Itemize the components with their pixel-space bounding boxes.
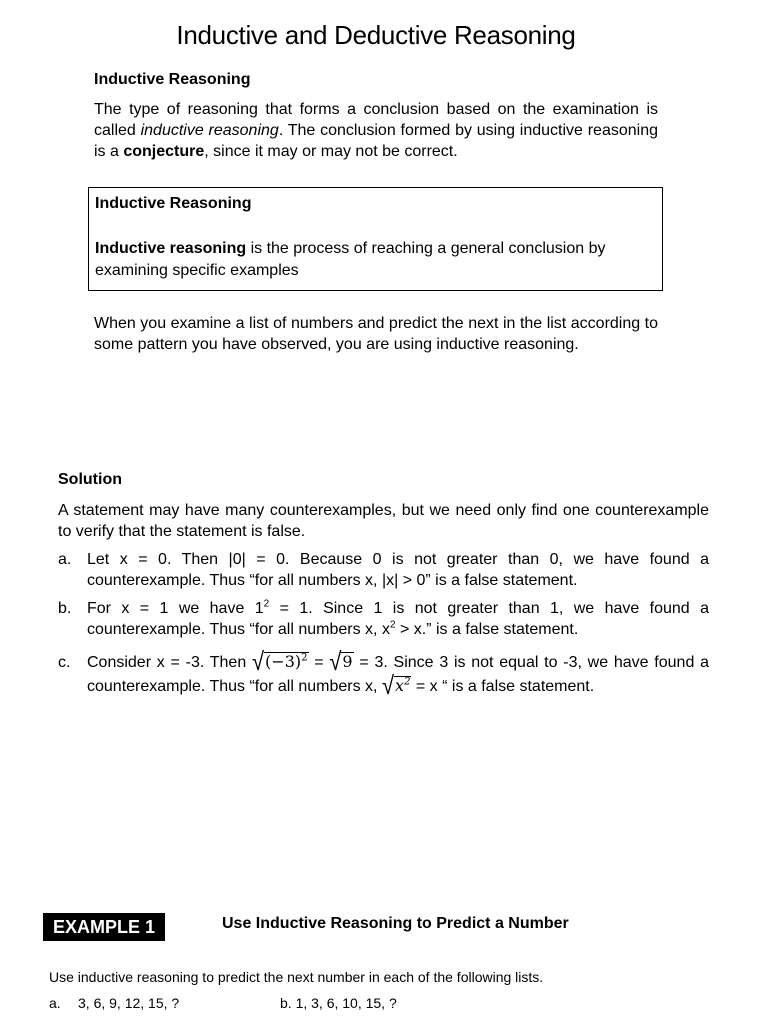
definition-rest: is the process of reaching a general conclusion by examining specific examples [95,240,606,279]
item-b-sup-2: 2 [389,619,396,631]
definition-term: Inductive reasoning [95,240,247,257]
page-title: Inductive and Deductive Reasoning [176,20,576,50]
intro-text-2: . The conclusion formed by using inductive reasoning is a [94,122,659,160]
radicand-1: (−3) [265,652,302,671]
solution-intro: A statement may have many counterexamples, but we need only find one counterexample to verify that the statement is false. [58,502,709,540]
item-c-text-2: = [308,654,330,671]
sqrt-9: √ 9 [329,647,353,676]
example-badge: EXAMPLE 1 [43,913,165,941]
sqrt-x-squared: √ $x^2$ [381,671,411,700]
item-c-letter: c. [58,654,71,671]
item-c-text-4: = x “ is a false statement. [411,678,595,695]
example-title: Use Inductive Reasoning to Predict a Number [222,915,569,932]
intro-paragraph [94,99,658,162]
item-b-text-3: > x.” is a false statement. [395,621,579,638]
item-c-text-1: Consider x = -3. Then [87,654,252,671]
item-a-letter: a. [58,551,72,568]
example-item-b-list: b. 1, 3, 6, 10, 15, ? [280,995,397,1011]
list-paragraph: When you examine a list of numbers and predict the next in the list according to some pattern you have observed, you are using inductive reasoning. [94,315,658,353]
solution-item-c [58,647,709,700]
radicand-1-sup: 2 [301,652,308,664]
item-b-text-1: For x = 1 we have 1 [87,600,264,617]
item-a-text: Let x = 0. Then |0| = 0. Because 0 is not greater than 0, we have found a counterexample. Thus “for all numbers x, |x| > 0” is a false statement. [87,551,709,589]
item-b-letter: b. [58,600,72,617]
radicand-3-sup: 2 [404,676,411,688]
definition-text [95,238,656,282]
item-c-text-3: = 3. Since 3 is not equal to -3, we have found a counterexample. Thus “for all numbers x, [87,654,709,695]
example-instruction: Use inductive reasoning to predict the next number in each of the following lists. [49,969,544,985]
example-item-a-letter: a. [49,995,61,1011]
radicand-3: x [395,676,405,695]
solution-item-a [58,549,709,591]
item-b-sup-1: 2 [263,598,270,610]
intro-text-1: The type of reasoning that forms a conclusion based on the examination is called [94,101,658,139]
definition-box [88,187,663,291]
definition-heading: Inductive Reasoning [95,195,252,212]
intro-bold-term: conjecture [123,143,205,160]
example-item-a-list: 3, 6, 9, 12, 15, ? [78,995,180,1011]
item-b-text-2: = 1. Since 1 is not greater than 1, we have found a counterexample. Thus “for all numbers x, x [87,600,709,638]
item-c-text [87,647,709,700]
section-heading: Inductive Reasoning [94,71,251,88]
solution-item-b [58,598,709,640]
item-b-text [87,598,709,640]
radicand-2: 9 [342,652,353,671]
intro-italic-term: inductive reasoning [140,122,279,139]
solution-heading: Solution [58,471,122,488]
sqrt-neg3-squared: √ $(-3)^2$ [251,647,308,676]
intro-text-3: , since it may or may not be correct. [204,143,458,160]
